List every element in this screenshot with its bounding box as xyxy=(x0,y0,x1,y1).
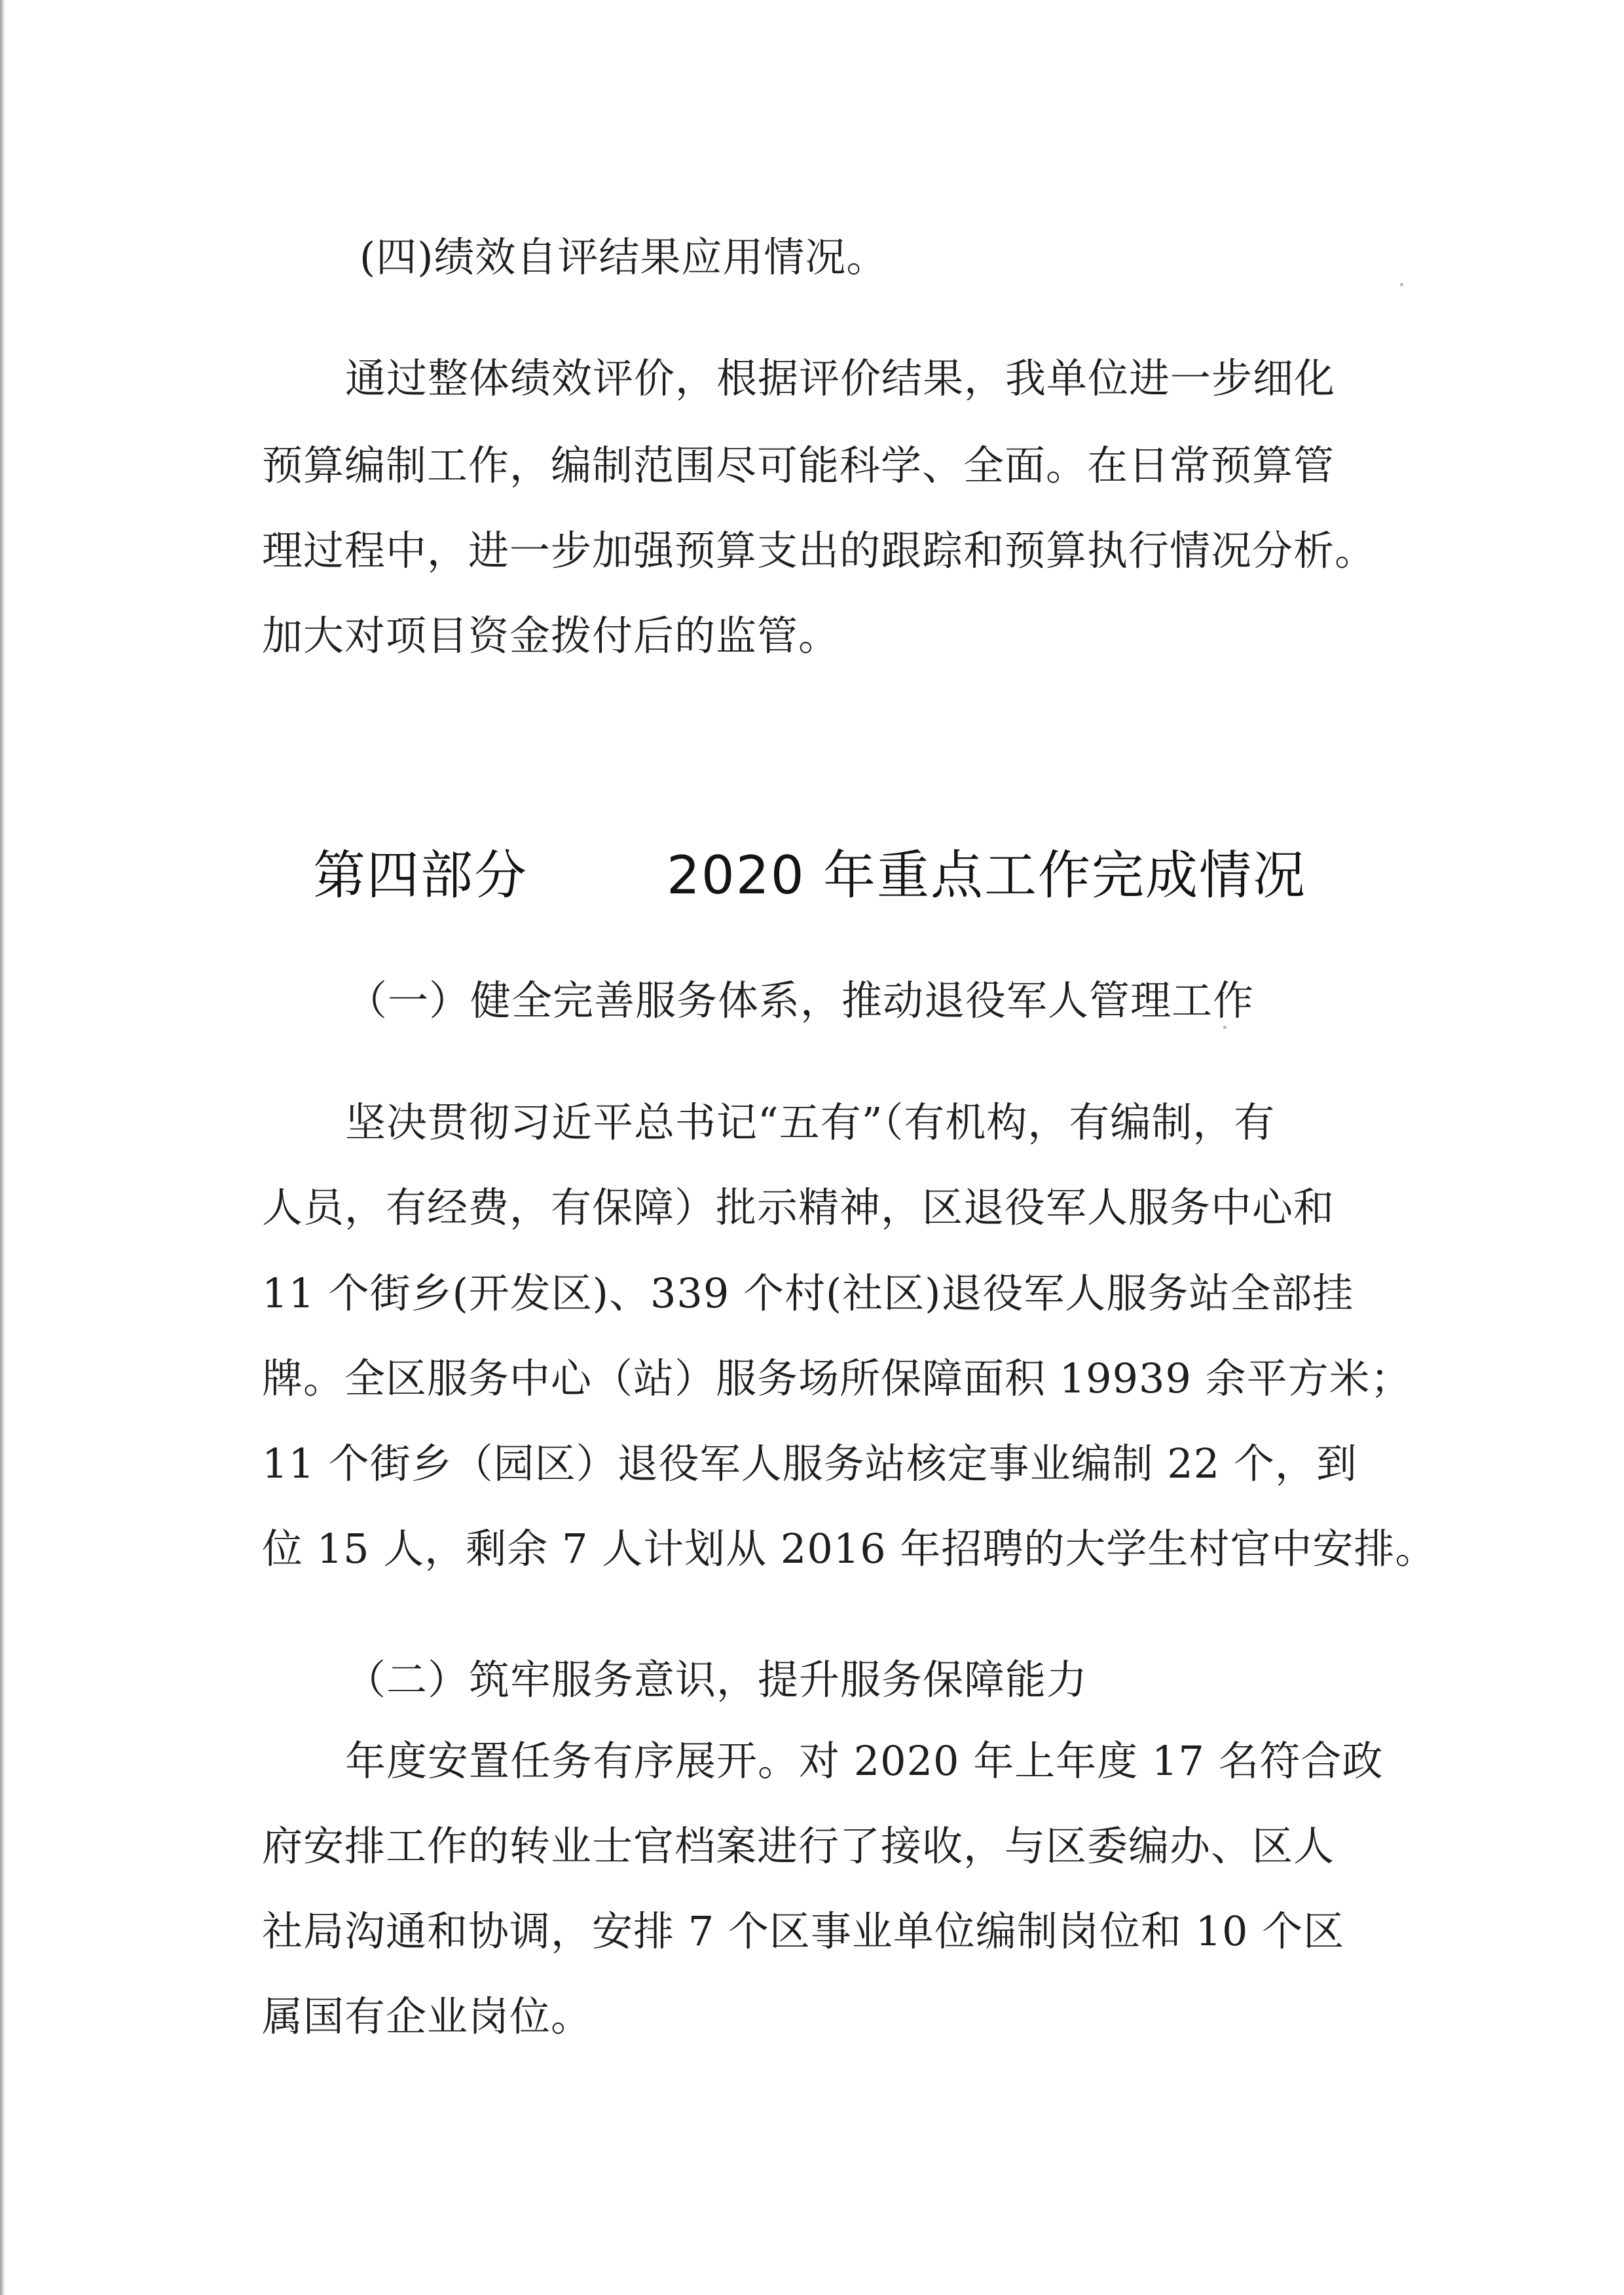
part-heading-title: 2020 年重点工作完成情况 xyxy=(667,845,1307,906)
paragraph-line: 位 15 人，剩余 7 人计划从 2016 年招聘的大学生村官中安排。 xyxy=(262,1525,1437,1573)
paragraph-line: 通过整体绩效评价，根据评价结果，我单位进一步细化 xyxy=(345,354,1336,402)
paragraph-line: 社局沟通和协调，安排 7 个区事业单位编制岗位和 10 个区 xyxy=(262,1907,1345,1955)
paragraph-line: 属国有企业岗位。 xyxy=(262,1992,593,2040)
paragraph-line: 预算编制工作，编制范围尽可能科学、全面。在日常预算管 xyxy=(262,441,1335,489)
part-heading-label: 第四部分 xyxy=(313,845,528,906)
scan-speck xyxy=(1400,283,1403,286)
paragraph-line: 年度安置任务有序展开。对 2020 年上年度 17 名符合政 xyxy=(345,1737,1384,1785)
paragraph-line: 府安排工作的转业士官档案进行了接收，与区委编办、区人 xyxy=(262,1822,1335,1870)
paragraph-line: 人员，有经费，有保障）批示精神，区退役军人服务中心和 xyxy=(262,1184,1335,1231)
paragraph-line: 理过程中，进一步加强预算支出的跟踪和预算执行情况分析。 xyxy=(262,527,1376,574)
section-4-title: (四)绩效自评结果应用情况。 xyxy=(360,233,888,281)
paragraph-line: 11 个街乡(开发区)、339 个村(社区)退役军人服务站全部挂 xyxy=(262,1269,1354,1317)
scan-edge-rule xyxy=(0,0,5,2295)
paragraph-line: 11 个街乡（园区）退役军人服务站核定事业编制 22 个，到 xyxy=(262,1440,1357,1487)
paragraph-line: 牌。全区服务中心（站）服务场所保障面积 19939 余平方米； xyxy=(262,1354,1412,1402)
paragraph-line: 加大对项目资金拨付后的监管。 xyxy=(262,612,840,660)
subsection-2-title: （二）筑牢服务意识，提升服务保障能力 xyxy=(345,1656,1088,1704)
paragraph-line: 坚决贯彻习近平总书记“五有”（有机构，有编制，有 xyxy=(345,1098,1276,1146)
subsection-1-title: （一）健全完善服务体系，推动退役军人管理工作 xyxy=(346,977,1255,1024)
